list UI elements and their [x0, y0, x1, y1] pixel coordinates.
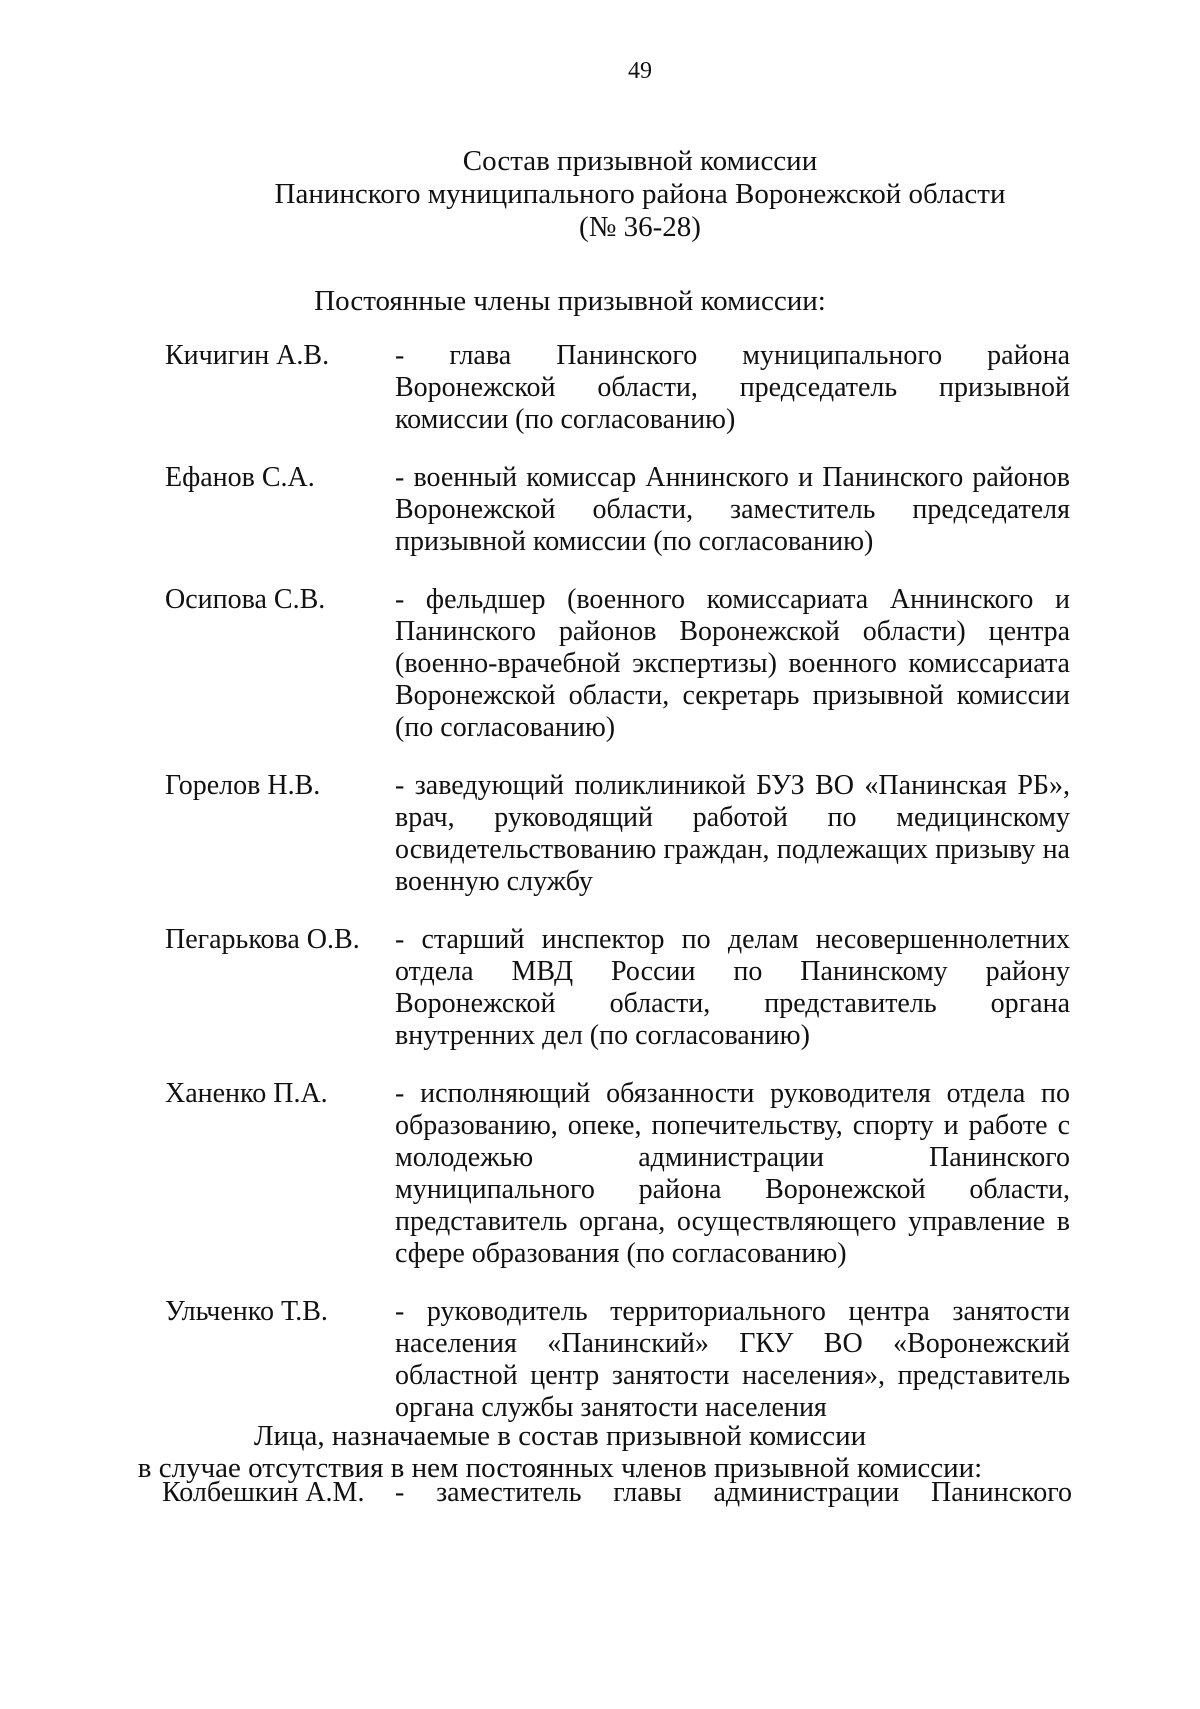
member-name: Горелов Н.В. — [165, 770, 321, 801]
member-role: - военный комиссар Аннинского и Панинского районов Воронежской области, заместитель председателя призывной комиссии (по согласованию) — [395, 462, 1070, 557]
permanent-members-heading: Постоянные члены призывной комиссии: — [314, 285, 826, 317]
member-role: - старший инспектор по делам несовершеннолетних отдела МВД России по Панинскому району Воронежской области, представитель органа внутренних дел (по согласованию) — [395, 924, 1070, 1051]
member-name: Кичигин А.В. — [165, 340, 330, 371]
member-role: - глава Панинского муниципального района Воронежской области, председатель призывной комиссии (по согласованию) — [395, 340, 1070, 435]
title-line-2: Панинского муниципального района Воронежской области — [274, 178, 1006, 210]
member-role: - исполняющий обязанности руководителя отдела по образованию, опеке, попечительству, спорту и работе с молодежью администрации Панинского муниципального района Воронежской области, представитель органа, осуществляющего управление в сфере образования (по согласованию) — [395, 1078, 1070, 1269]
replacement-member-role: - заместитель главы администрации Панинского — [395, 1477, 1072, 1508]
replacement-heading-line-2: в случае отсутствия в нем постоянных членов призывной комиссии: — [137, 1452, 983, 1484]
member-row — [165, 1296, 1070, 1424]
member-role: - руководитель территориального центра занятости населения «Панинский» ГКУ ВО «Воронежский областной центр занятости населения», представитель органа службы занятости населения — [395, 1296, 1070, 1423]
member-row — [165, 462, 1070, 558]
member-row — [165, 1078, 1070, 1270]
member-row — [165, 924, 1070, 1052]
member-name: Ефанов С.А. — [165, 462, 315, 493]
member-row — [165, 584, 1070, 744]
title-line-1: Состав призывной комиссии — [462, 145, 818, 177]
member-name: Осипова С.В. — [165, 584, 326, 615]
member-row — [165, 340, 1070, 436]
document-title — [0, 145, 1200, 244]
member-role: - фельдшер (военного комиссариата Аннинского и Панинского районов Воронежской области) центра (военно-врачебной экспертизы) военного комиссариата Воронежской области, секретарь призывной комиссии (по согласованию) — [395, 584, 1070, 743]
member-name: Ульченко Т.В. — [165, 1296, 328, 1327]
replacement-heading-line-1: Лица, назначаемые в состав призывной комиссии — [253, 1420, 867, 1452]
member-row — [165, 770, 1070, 898]
member-name: Ханенко П.А. — [165, 1078, 328, 1109]
page-number: 49 — [628, 58, 652, 84]
replacement-member-row — [162, 1477, 1072, 1509]
replacement-member-name: Колбешкин А.М. — [162, 1477, 365, 1508]
member-name: Пегарькова О.В. — [165, 924, 360, 955]
permanent-members-list — [165, 340, 1070, 1450]
title-line-3: (№ 36-28) — [579, 211, 701, 243]
member-role: - заведующий поликлиникой БУЗ ВО «Панинская РБ», врач, руководящий работой по медицинскому освидетельствованию граждан, подлежащих призыву на военную службу — [395, 770, 1070, 897]
replacement-members-heading — [0, 1420, 1120, 1484]
